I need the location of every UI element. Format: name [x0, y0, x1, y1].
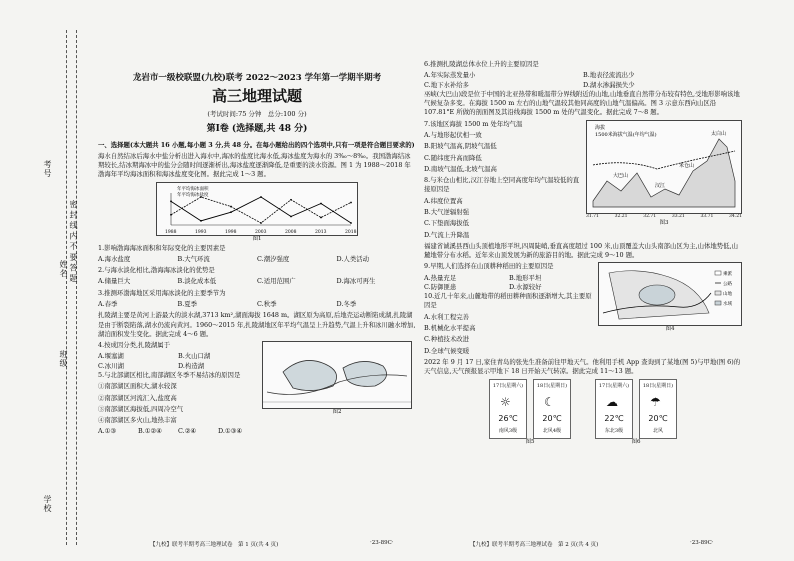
- tick-label: 32.21: [614, 213, 628, 219]
- profile-svg: [587, 121, 741, 213]
- village-map-svg: [599, 263, 741, 325]
- lake-shape: [343, 362, 387, 387]
- weather-date: 18日(星期日): [536, 383, 568, 390]
- figure-3-wrap: [586, 120, 742, 242]
- left-code: ·23-89C·: [370, 540, 394, 546]
- data-point: [350, 201, 352, 203]
- passage-1: 海水自然结冰后海水中盐分析出进入海水中,海冰的盐度比海水低,海冰盐度为海水的 3‰～8‰。我国渤海结冰期较长,结冰期海冰中的盐分会随时间逐渐析出,海冰盐度逐渐降低,是重要的淡水资源。图 1 为 1988～2018 年渤海年平均海冰面积和海冰盐度变化图。据此完成 1～3 题。: [98, 151, 411, 179]
- option[interactable]: C.冰川湖: [98, 361, 124, 370]
- option[interactable]: B.火山口湖: [178, 352, 211, 361]
- tick-label: 2013: [315, 229, 327, 235]
- rain-icon: ☂: [650, 395, 661, 410]
- weather-card: [639, 379, 677, 439]
- question-9: 9.早期,人们选择在山顶耕种稻田的主要原因是: [424, 262, 554, 271]
- question-6-options: [424, 71, 742, 90]
- q4-q5-text: [98, 341, 258, 439]
- weather-card: [489, 379, 527, 439]
- fig3-label-micangshan: 米仓山: [679, 162, 695, 169]
- option[interactable]: D.南坡气温低,北坡气温高: [424, 164, 497, 173]
- right-code: ·23-89C·: [690, 540, 714, 546]
- weather-wind: 南风3级: [498, 428, 518, 435]
- legend-label: 年平均海冰面积: [177, 186, 209, 192]
- exam-meta: (考试时间:75 分钟 总分:100 分): [207, 110, 307, 119]
- right-footer: 【九校】联考半期考高三地理试卷 第 2 页(共 4 页): [470, 542, 599, 548]
- question-1: 1.影响渤海海冰面积和年际变化的主要因素是: [98, 243, 226, 252]
- seal-text: 密 封 线 内 不 要 答 题: [69, 200, 78, 282]
- option[interactable]: B.地表径流流出少: [583, 71, 635, 80]
- tick-label: 2008: [285, 229, 297, 235]
- option[interactable]: D.气流上升降温: [424, 230, 470, 239]
- sun-icon: ☼: [500, 395, 511, 410]
- question-3: 3.推测环渤海地区采用海冰淡化的主要季节为: [98, 288, 226, 297]
- figure-5-caption: 图5: [525, 439, 535, 446]
- option[interactable]: C.防御匪患: [424, 282, 457, 291]
- tick-label: 1998: [225, 229, 237, 235]
- weather-wind: 东北3级: [604, 428, 624, 435]
- data-point: [230, 205, 232, 207]
- q7-q8-text: [424, 120, 582, 242]
- option[interactable]: A.海水盐度: [98, 254, 131, 263]
- option[interactable]: D.水源较好: [509, 282, 542, 291]
- passage-2: 扎陵湖主要是黄河上游最大的淡水湖,3713 km²,湖面海拔 1648 m。湖区原为高原,后地壳运动断陷成湖,扎陵湖是由于断裂陷落,湖水仍流向黄河。1960～2015 年,扎陵湖地区年平均气温呈上升趋势,气温上升和冰川融水增加,湖泊面积发生变化。据此完成 4～6 题。: [98, 311, 416, 338]
- tick-label: 32.71: [643, 213, 657, 219]
- moon-icon: ☾: [544, 395, 555, 410]
- weather-temp: 20℃: [648, 413, 668, 423]
- question-4-options: [98, 352, 258, 371]
- left-footer: 【九校】联考半期考高三地理试卷 第 1 页(共 4 页): [150, 542, 279, 548]
- question-10: 10.近几十年来,山麓地带的稻田耕种面积逐渐增大,其主要原因是: [424, 292, 592, 310]
- question-2: 2.与海水淡化相比,渤海海冰淡化的优势是: [98, 266, 215, 275]
- weather-temp: 22℃: [604, 413, 624, 423]
- passage-5: 2022 年 9 月 17 日,家住青岛的张先生准备前往甲地天气。他利用手机 App 查询到了某地(图 5)与甲地(图 6)的天气信息,天气预报显示甲地下 18 日开始天气转凉。据此完成 11～13 题。: [424, 357, 741, 376]
- data-point: [230, 211, 232, 213]
- q9-q10-block: [424, 262, 742, 358]
- tick-label: 31.71: [586, 213, 599, 219]
- option[interactable]: A.年实际蒸发量小: [424, 71, 476, 80]
- option[interactable]: C.地下水补给多: [424, 80, 470, 89]
- option[interactable]: C.潮汐强度: [257, 254, 290, 263]
- question-6: 6.推测扎陵湖总体水位上升的主要原因是: [424, 60, 539, 68]
- figure-4-map: [598, 262, 742, 326]
- figure-2-map: [262, 341, 412, 409]
- data-point: [170, 214, 172, 216]
- data-point: [290, 198, 292, 200]
- right-column: [424, 60, 742, 447]
- lake-shape: [283, 361, 337, 391]
- option[interactable]: C.种植技术改进: [424, 335, 470, 344]
- legend-swatch: [715, 301, 721, 305]
- figure-1-caption: 图1: [252, 235, 262, 242]
- question-3-options: [98, 300, 416, 309]
- option[interactable]: A.纬度位置高: [424, 196, 463, 205]
- legend-label: 年平均海冰盐度: [177, 192, 209, 198]
- data-point: [200, 220, 202, 222]
- option[interactable]: A.春季: [98, 300, 118, 309]
- strip-label-name: 姓名: [59, 260, 68, 278]
- option[interactable]: A.热量充足: [424, 273, 457, 282]
- option[interactable]: B.地形平坦: [509, 273, 542, 282]
- option[interactable]: B.机械化水平提高: [424, 324, 476, 333]
- figure-4-wrap: [598, 262, 742, 358]
- option[interactable]: B.淡化成本低: [177, 277, 217, 286]
- seal-line: [66, 30, 67, 545]
- legend-swatch: [715, 291, 721, 295]
- legend-label: 乘派: [723, 272, 732, 278]
- data-point: [260, 222, 262, 224]
- cloud-icon: ☁: [606, 395, 618, 410]
- weather-wind: 北风: [652, 428, 663, 435]
- tick-label: 2018: [345, 229, 357, 235]
- legend-label: 水域: [723, 302, 732, 308]
- option[interactable]: C.下垫面海拔低: [424, 219, 470, 228]
- strip-label-class: 班级: [59, 350, 68, 368]
- water-area: [639, 285, 675, 305]
- instructions: 一、选择题(本大题共 16 小题,每小题 3 分,共 48 分。在每小题给出的四个选项中,只有一项是符合题目要求的): [98, 140, 415, 149]
- tick-label: 33.71: [700, 213, 714, 219]
- figure-6-weather: [595, 379, 677, 439]
- figure-1-svg: [157, 183, 357, 235]
- figure-6-wrap: [595, 379, 677, 447]
- tick-label: 1988: [165, 229, 177, 235]
- fig3-legend-elevation: 海拔: [595, 124, 606, 131]
- option[interactable]: A.堰塞湖: [98, 352, 124, 361]
- weather-temp: 26℃: [498, 413, 518, 423]
- q7-q8-block: [424, 120, 742, 242]
- option[interactable]: D.冬季: [336, 300, 357, 309]
- q9-q10-text: [424, 262, 594, 358]
- option[interactable]: D.湖水渗漏损失少: [583, 80, 635, 89]
- part-heading: 第Ⅰ卷 (选择题,共 48 分): [206, 124, 308, 135]
- question-9-options: [424, 274, 594, 293]
- figure-4-caption: 图4: [665, 326, 675, 333]
- legend-swatch: [715, 271, 721, 275]
- question-4: 4.按成因分类,扎陵湖属于: [98, 341, 171, 350]
- option[interactable]: A.与地形起伏相一致: [424, 130, 482, 139]
- question-7: 7.该地区海拔 1500 m 处年均气温: [424, 119, 523, 128]
- option[interactable]: C.秋季: [257, 300, 277, 309]
- tick-label: 2003: [255, 229, 267, 235]
- figure-2-wrap: [262, 341, 412, 439]
- option[interactable]: D.构造湖: [178, 361, 205, 370]
- data-point: [170, 200, 172, 202]
- weather-date: 17日(星期六): [492, 383, 524, 390]
- fig3-label-hanjiang: 汉江: [655, 182, 666, 189]
- exam-heading: 龙岩市一级校联盟(九校)联考 2022～2023 学年第一学期半期考: [132, 73, 382, 83]
- passage-4: 福建省诚溪县西山头顶植地形平坦,四周陡峭,垂直高度超过 100 米,山顶覆盖大山头南部山区为主,山体地势低,山麓地带分布水稻。近年来山顶发展为新的旅游目的地。据此完成 9～10 题。: [424, 241, 738, 260]
- q4-q5-block: [98, 341, 416, 439]
- question-8: 8.与米仓山相比,汉江谷地上空同高度年均气温较低的直接原因是: [424, 176, 580, 194]
- figure-1-chart: [156, 182, 358, 236]
- option[interactable]: B.大气逆辐射强: [424, 207, 470, 216]
- data-point: [350, 222, 352, 224]
- weather-card: [595, 379, 633, 439]
- legend-label: 山地: [723, 292, 732, 298]
- legend-label: 公路: [723, 282, 732, 288]
- option[interactable]: C.随纬度升高而降低: [424, 153, 482, 162]
- weather-date: 17日(星期六): [598, 383, 630, 390]
- weather-wind: 北风4级: [542, 428, 562, 435]
- weather-temp: 20℃: [542, 413, 562, 423]
- strip-label-school: 学校: [43, 495, 52, 513]
- option[interactable]: B.夏季: [177, 300, 198, 309]
- data-point: [260, 196, 262, 198]
- series-line: [171, 197, 351, 223]
- figure-6-caption: 图6: [631, 439, 641, 446]
- option[interactable]: C.②④: [178, 427, 197, 436]
- fig3-label-dabashan: 大巴山: [613, 172, 629, 179]
- question-5-options: [98, 427, 258, 436]
- data-point: [320, 216, 322, 218]
- option[interactable]: C.适用范围广: [257, 277, 296, 286]
- fig3-legend-temperature: 1500米海拔气温(年均气温): [595, 131, 657, 138]
- option[interactable]: B.大气环流: [177, 254, 210, 263]
- option[interactable]: D.①③④: [218, 427, 243, 436]
- q5-item: ①南部湖区面积大,湖水较深: [98, 382, 177, 391]
- question-1-options: [98, 255, 416, 264]
- data-point: [290, 215, 292, 217]
- strip-label-kaohao: 考号: [43, 160, 52, 178]
- tick-label: 34.21: [729, 213, 742, 219]
- option[interactable]: D.全球气候变暖: [424, 346, 470, 355]
- weather-date: 18日(星期日): [642, 383, 674, 390]
- question-2-options: [98, 277, 416, 286]
- data-point: [320, 202, 322, 204]
- left-column: [98, 60, 416, 439]
- figure-5-weather: [489, 379, 571, 439]
- passage-3: 巫峡(大巴山)段是位于中国的北亚热带和暖温带分界线附近的山地,山地垂直自然带分布较有特色,受地形影响该地气候复杂多变。在海拔 1500 m 左右的山地气温较其他同高度的山地气温偏高。图 3 示意东西向山区沿 107.81°E 所做的剖面图及其沿线海拔 1500 m 处的气温变化。据此完成 7～8 题。: [424, 89, 740, 117]
- tick-label: 1993: [195, 229, 207, 235]
- exam-title: 高三地理试题: [211, 87, 302, 106]
- figure-5-wrap: [489, 379, 571, 447]
- figure-2-caption: 图2: [332, 409, 342, 416]
- question-5: 5.与北部湖区相比,南部湖区冬季不易结冰的原因是: [98, 371, 241, 379]
- q5-item: ③南部湖区海拔低,四周冷空气: [98, 404, 184, 413]
- option[interactable]: B.①②④: [138, 427, 162, 436]
- tick-label: 33.21: [671, 213, 685, 219]
- figure-3-caption: 图3: [659, 220, 669, 227]
- option[interactable]: D.人类活动: [336, 254, 369, 263]
- option[interactable]: A.水利工程完善: [424, 312, 469, 321]
- q5-item: ②南部湖区河流汇入,盐度高: [98, 393, 177, 402]
- option[interactable]: A.储量巨大: [98, 277, 131, 286]
- weather-figures: [424, 379, 742, 447]
- option[interactable]: A.①③: [98, 427, 117, 436]
- option[interactable]: B.阳坡气温高,阴坡气温低: [424, 142, 497, 151]
- option[interactable]: D.海冰可再生: [336, 277, 376, 286]
- lake-map-svg: [263, 342, 411, 408]
- weather-card: [533, 379, 571, 439]
- fig3-label-taibaishan: 太白山: [711, 130, 727, 137]
- binding-strip: [6, 30, 88, 550]
- figure-3-profile: [586, 120, 742, 214]
- q5-item: ④南部湖区多火山,地热丰富: [98, 416, 177, 425]
